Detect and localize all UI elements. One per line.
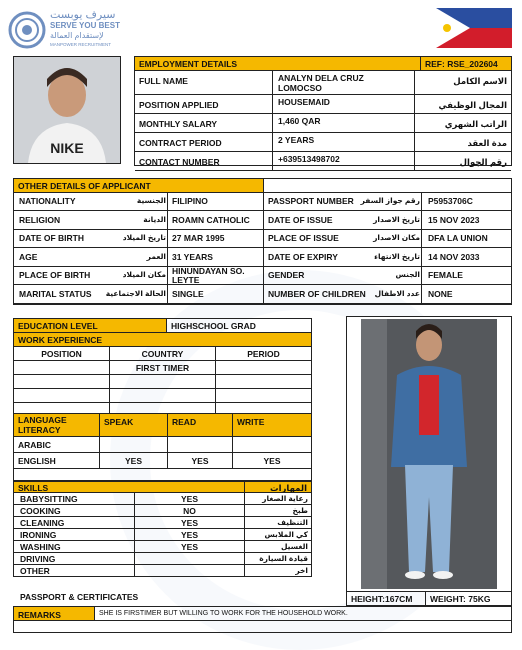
profile-photo xyxy=(13,56,121,164)
other-right-label: GENDER xyxy=(268,270,305,280)
other-arabic-label: مكان الميلاد xyxy=(122,270,166,279)
other-right-value: DFA LA UNION xyxy=(428,233,488,243)
other-value: ROAMN CATHOLIC xyxy=(172,215,250,225)
work-column-header: COUNTRY xyxy=(110,347,216,361)
employment-value: +639513498702 xyxy=(273,152,415,171)
company-logo xyxy=(8,8,120,52)
passport-certificates-label: PASSPORT & CERTIFICATES xyxy=(20,592,139,602)
other-arabic-label: الحالة الاجتماعية xyxy=(105,289,166,298)
employment-label: POSITION APPLIED xyxy=(135,95,273,114)
logo-tagline: MANPOWER RECRUITMENT xyxy=(50,42,111,47)
skills-header: SKILLS xyxy=(13,481,245,493)
skill-value: YES xyxy=(135,493,245,505)
other-right-label: PLACE OF ISSUE xyxy=(268,233,339,243)
column-divider xyxy=(421,193,422,304)
skill-name: BABYSITTING xyxy=(13,493,135,505)
skill-arabic: اخر xyxy=(245,565,312,577)
work-empty-cell xyxy=(13,389,110,403)
column-divider xyxy=(263,178,264,304)
work-experience-header: WORK EXPERIENCE xyxy=(13,333,312,347)
other-arabic-label: الديانة xyxy=(143,215,166,224)
language-level xyxy=(168,437,233,453)
svg-text:NIKE: NIKE xyxy=(50,140,84,156)
other-right-value: NONE xyxy=(428,289,453,299)
work-empty-cell xyxy=(216,375,312,389)
work-empty-cell xyxy=(13,375,110,389)
logo-emblem-icon xyxy=(8,11,46,49)
skill-arabic: قيادة السيارة xyxy=(245,553,312,565)
employment-label: FULL NAME xyxy=(135,71,273,95)
other-value: 27 MAR 1995 xyxy=(172,233,225,243)
skill-value xyxy=(135,553,245,565)
language-name: ARABIC xyxy=(13,437,100,453)
other-right-value: 14 NOV 2033 xyxy=(428,252,480,262)
language-level xyxy=(233,437,312,453)
language-column-header: SPEAK xyxy=(100,413,168,437)
other-label: PLACE OF BIRTH xyxy=(19,270,91,280)
employment-value: 1,460 QAR xyxy=(273,114,415,133)
full-body-photo xyxy=(346,316,512,592)
work-empty-cell xyxy=(13,361,110,375)
other-label: AGE xyxy=(19,252,38,262)
skill-arabic: الغسيل xyxy=(245,541,312,553)
skill-name: WASHING xyxy=(13,541,135,553)
skill-name: OTHER xyxy=(13,565,135,577)
other-details-header: OTHER DETAILS OF APPLICANT xyxy=(14,179,264,193)
first-timer-label: FIRST TIMER xyxy=(110,361,216,375)
other-right-arabic: تاريخ الاصدار xyxy=(373,215,420,224)
skill-name: DRIVING xyxy=(13,553,135,565)
other-right-arabic: عدد الاطفال xyxy=(374,289,420,298)
other-right-label: DATE OF ISSUE xyxy=(268,215,333,225)
remarks-label: REMARKS xyxy=(13,606,95,621)
philippines-flag-icon xyxy=(436,8,512,48)
other-right-arabic: رقم جواز السفر xyxy=(360,196,420,205)
other-right-arabic: تاريخ الانتهاء xyxy=(374,252,420,261)
language-column-header: WRITE xyxy=(233,413,312,437)
other-value: FILIPINO xyxy=(172,196,208,206)
employment-label: CONTACT NUMBER xyxy=(135,152,273,171)
work-empty-cell xyxy=(110,389,216,403)
logo-arabic-sub: لإستقدام العمالة xyxy=(50,31,104,40)
skill-arabic: كي الملابس xyxy=(245,529,312,541)
other-label: RELIGION xyxy=(19,215,61,225)
skill-value: NO xyxy=(135,505,245,517)
employment-header: EMPLOYMENT DETAILS xyxy=(135,57,421,71)
employment-value: ANALYN DELA CRUZ LOMOCSO xyxy=(273,71,415,95)
remarks-text: SHE IS FIRSTIMER BUT WILLING TO WORK FOR THE HOUSEHOLD WORK. xyxy=(95,606,512,621)
weight-value: WEIGHT: 75KG xyxy=(426,592,512,606)
language-column-header: READ xyxy=(168,413,233,437)
work-column-header: PERIOD xyxy=(216,347,312,361)
language-level: YES xyxy=(233,453,312,469)
work-empty-cell xyxy=(216,389,312,403)
reference-number: REF: RSE_202604 xyxy=(421,57,511,71)
other-right-label: PASSPORT NUMBER xyxy=(268,196,354,206)
language-level: YES xyxy=(168,453,233,469)
language-level: YES xyxy=(100,453,168,469)
other-right-arabic: مكان الاصدار xyxy=(373,233,420,242)
skill-value: YES xyxy=(135,529,245,541)
employment-value: 2 YEARS xyxy=(273,133,415,152)
column-divider xyxy=(167,193,168,304)
employment-value: HOUSEMAID xyxy=(273,95,415,114)
skills-header-arabic: المهارات xyxy=(245,481,312,493)
other-value: HINUNDAYAN SO. LEYTE xyxy=(172,267,245,285)
education-value: HIGHSCHOOL GRAD xyxy=(167,318,312,333)
other-right-label: NUMBER OF CHILDREN xyxy=(268,289,366,299)
skill-value xyxy=(135,565,245,577)
other-label: MARITAL STATUS xyxy=(19,289,92,299)
skill-value: YES xyxy=(135,517,245,529)
skill-value: YES xyxy=(135,541,245,553)
logo-arabic: سيرف يوبست xyxy=(50,9,116,21)
language-level xyxy=(100,437,168,453)
other-right-value: P5953706C xyxy=(428,196,473,206)
other-right-value: FEMALE xyxy=(428,270,463,280)
other-label: NATIONALITY xyxy=(19,196,76,206)
work-empty-cell xyxy=(110,375,216,389)
other-arabic-label: العمر xyxy=(146,252,166,261)
work-empty-cell xyxy=(216,361,312,375)
other-right-arabic: الجنس xyxy=(395,270,420,279)
skill-arabic: التنظيف xyxy=(245,517,312,529)
skill-arabic: رعاية الصغار xyxy=(245,493,312,505)
skill-name: CLEANING xyxy=(13,517,135,529)
work-column-header: POSITION xyxy=(13,347,110,361)
blank-row xyxy=(13,621,512,633)
other-arabic-label: تاريخ الميلاد xyxy=(122,233,166,242)
employment-arabic-label: الاسم الكامل xyxy=(415,71,511,95)
language-spacer xyxy=(13,469,312,481)
other-arabic-label: الجنسية xyxy=(136,196,166,205)
employment-arabic-label: الراتب الشهري xyxy=(415,114,511,133)
logo-english: SERVE YOU BEST xyxy=(50,21,120,30)
education-label: EDUCATION LEVEL xyxy=(13,318,167,333)
skill-name: IRONING xyxy=(13,529,135,541)
employment-label: MONTHLY SALARY xyxy=(135,114,273,133)
other-right-label: DATE OF EXPIRY xyxy=(268,252,338,262)
employment-arabic-label: مدة العقد xyxy=(415,133,511,152)
other-details-header-blank xyxy=(264,179,511,193)
other-value: SINGLE xyxy=(172,289,204,299)
height-value: HEIGHT:167CM xyxy=(346,592,426,606)
employment-label: CONTRACT PERIOD xyxy=(135,133,273,152)
employment-arabic-label: رقم الجوال xyxy=(415,152,511,171)
skill-arabic: طبخ xyxy=(245,505,312,517)
language-name: ENGLISH xyxy=(13,453,100,469)
other-label: DATE OF BIRTH xyxy=(19,233,85,243)
skill-name: COOKING xyxy=(13,505,135,517)
language-header: LANGUAGE LITERACY xyxy=(13,413,100,437)
other-value: 31 YEARS xyxy=(172,252,213,262)
employment-arabic-label: المجال الوظيفي xyxy=(415,95,511,114)
other-right-value: 15 NOV 2023 xyxy=(428,215,480,225)
